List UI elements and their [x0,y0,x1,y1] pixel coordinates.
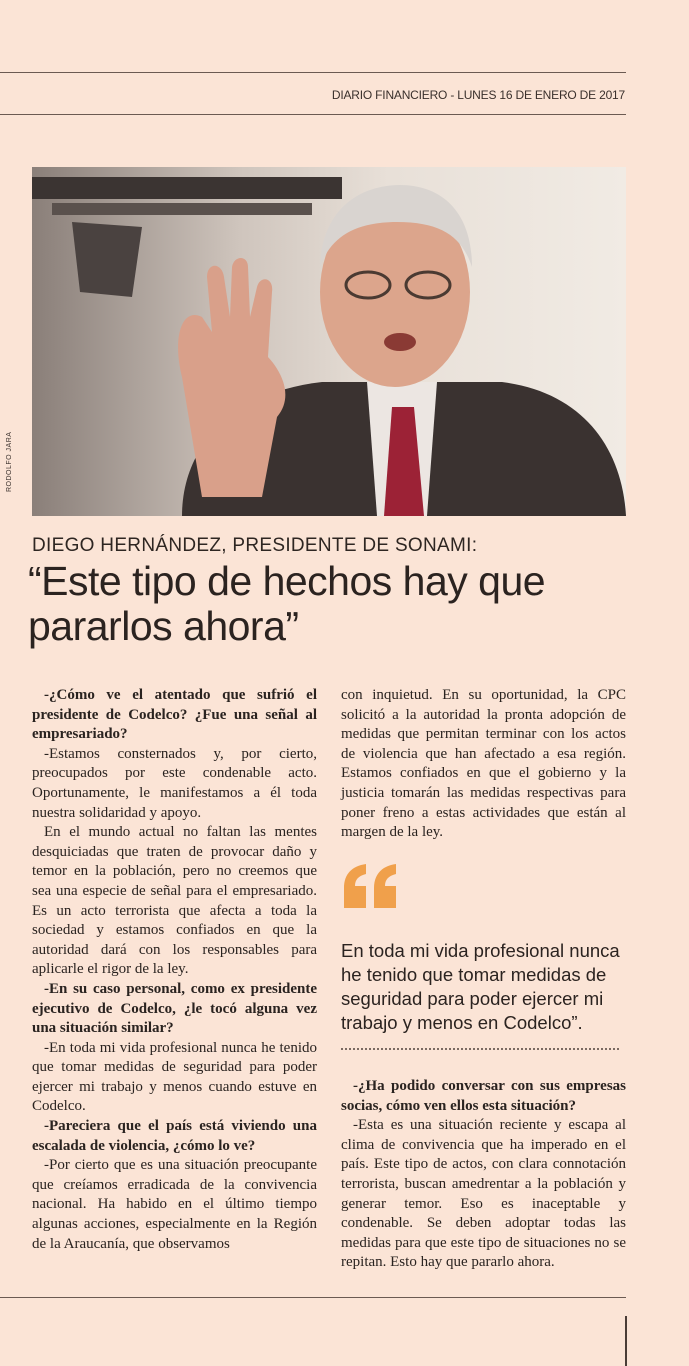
article-column-2 [341,686,626,843]
headline: “Este tipo de hechos hay que pararlos ahora” [28,558,546,649]
pull-quote: En toda mi vida profesional nunca he tenido que tomar medidas de seguridad para poder ejercer mi trabajo y menos en Codelco”. [341,940,620,1033]
article-column-2-bottom [341,1077,626,1273]
question: -En su caso personal, como ex presidente ejecutivo de Codelco, ¿le tocó alguna vez una situación similar? [32,980,317,1037]
answer: En el mundo actual no faltan las mentes desquiciadas que traten de provocar daño y temor en la población, pero no creemos que sea una especie de señal para el empresariado. Es un acto terrorista que afecta a toda la sociedad y estamos confiados en que la autoridad dará con los responsables para aplicarle el rigor de la ley. [32,824,317,978]
kicker: DIEGO HERNÁNDEZ, PRESIDENTE DE SONAMI: [32,535,478,556]
header-rule [0,114,626,115]
answer: -Esta es una situación reciente y escapa al clima de convivencia que ha imperado en el país. Este tipo de actos, con clara connotación terrorista, buscan amedrentar a la población y generar temor. Eso es inaceptable y condenable. Se deben adoptar todas las medidas para que este tipo de situaciones no se repitan. Esto hay que pararlo ahora. [341,1117,626,1271]
bottom-rule [0,1297,626,1298]
page-edge-bar [625,1316,627,1366]
quote-mark-icon [342,864,398,913]
article-column-1 [32,686,317,1254]
portrait-photo [32,167,626,516]
photo-credit: RODOLFO JARA [6,431,13,492]
question: -¿Cómo ve el atentado que sufrió el presidente de Codelco? ¿Fue una señal al empresariado? [32,687,317,743]
answer: -Por cierto que es una situación preocupante que creíamos erradicada de la convivencia nacional. Ha habido en el último tiempo algunas acciones, especialmente en la Región de la Araucanía, que observamos [32,1157,317,1252]
portrait-illustration [32,167,626,516]
continuation-paragraph: con inquietud. En su oportunidad, la CPC solicitó a la autoridad la pronta adopción de medidas que permitan terminar con los actos de violencia que han afectado a esa región. Estamos confiados en que el gobierno y la justicia tomarán las medidas respectivas para poner freno a estas actividades que están al margen de la ley. [341,687,626,841]
question: -Pareciera que el país está viviendo una escalada de violencia, ¿cómo lo ve? [32,1118,317,1154]
page-header: DIARIO FINANCIERO - LUNES 16 DE ENERO DE 2017 [331,88,625,102]
answer: -En toda mi vida profesional nunca he tenido que tomar medidas de seguridad para poder ejercer mi trabajo y menos cuando estuve en Codelco. [32,1039,317,1115]
top-rule [0,72,626,73]
answer: -Estamos consternados y, por cierto, preocupados por este condenable acto. Oportunamente, le manifestamos a él toda nuestra solidaridad y apoyo. [32,745,317,821]
question: -¿Ha podido conversar con sus empresas socias, cómo ven ellos esta situación? [341,1078,626,1114]
dotted-divider [341,1048,619,1050]
